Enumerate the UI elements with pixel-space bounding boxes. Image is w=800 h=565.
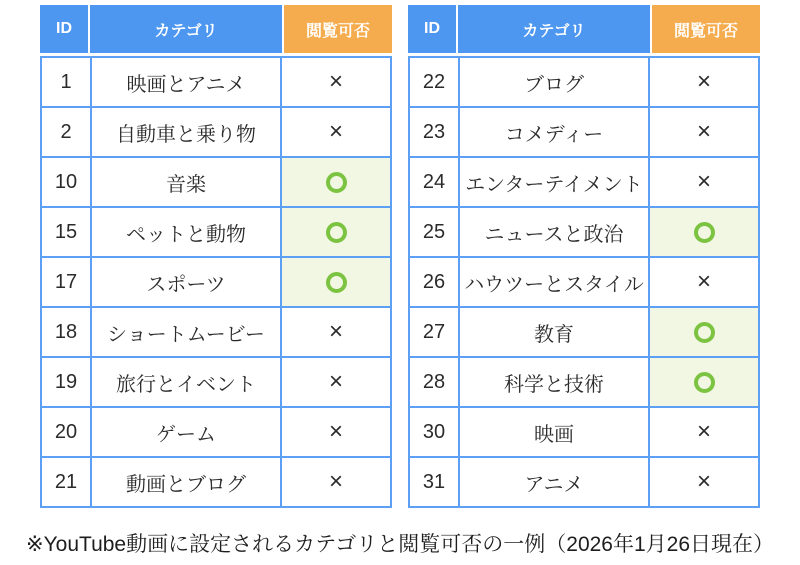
status-cell <box>650 58 758 106</box>
table-header <box>40 5 392 53</box>
not-viewable-x-mark: × <box>328 318 343 345</box>
id-cell: 27 <box>410 308 458 356</box>
id-cell: 10 <box>42 158 90 206</box>
status-cell <box>282 308 390 356</box>
category-cell: ゲーム <box>92 408 280 456</box>
table-body <box>40 56 392 508</box>
not-viewable-x-mark: × <box>328 68 343 95</box>
viewable-circle-icon <box>694 222 715 243</box>
id-cell: 30 <box>410 408 458 456</box>
not-viewable-x-mark: × <box>328 468 343 495</box>
category-cell: 映画 <box>460 408 648 456</box>
category-cell: 教育 <box>460 308 648 356</box>
id-cell: 17 <box>42 258 90 306</box>
not-viewable-x-mark: × <box>328 118 343 145</box>
id-cell: 25 <box>410 208 458 256</box>
viewable-circle-icon <box>326 172 347 193</box>
status-cell <box>650 108 758 156</box>
not-viewable-x-mark: × <box>696 468 711 495</box>
status-cell <box>282 108 390 156</box>
status-cell <box>282 158 390 206</box>
status-cell <box>650 358 758 406</box>
viewable-circle-icon <box>694 372 715 393</box>
id-cell: 24 <box>410 158 458 206</box>
category-table-right <box>408 5 760 508</box>
status-cell <box>282 458 390 506</box>
id-cell: 19 <box>42 358 90 406</box>
id-cell: 15 <box>42 208 90 256</box>
viewable-circle-icon <box>326 272 347 293</box>
id-cell: 26 <box>410 258 458 306</box>
category-column-header: カテゴリ <box>90 5 282 53</box>
id-cell: 2 <box>42 108 90 156</box>
status-cell <box>650 458 758 506</box>
table-body <box>408 56 760 508</box>
category-cell: 科学と技術 <box>460 358 648 406</box>
category-cell: スポーツ <box>92 258 280 306</box>
caption: ※YouTube動画に設定されるカテゴリと閲覧可否の一例（2026年1月26日現在） <box>25 533 775 556</box>
id-cell: 23 <box>410 108 458 156</box>
status-cell <box>282 58 390 106</box>
category-cell: 動画とブログ <box>92 458 280 506</box>
category-cell: 旅行とイベント <box>92 358 280 406</box>
viewable-circle-icon <box>326 222 347 243</box>
id-cell: 22 <box>410 58 458 106</box>
category-table-left <box>40 5 392 508</box>
status-cell <box>282 358 390 406</box>
category-cell: ショートムービー <box>92 308 280 356</box>
id-cell: 31 <box>410 458 458 506</box>
status-cell <box>282 408 390 456</box>
category-cell: ニュースと政治 <box>460 208 648 256</box>
category-cell: コメディー <box>460 108 648 156</box>
viewable-column-header: 閲覧可否 <box>284 5 392 53</box>
id-cell: 21 <box>42 458 90 506</box>
not-viewable-x-mark: × <box>328 418 343 445</box>
category-cell: ペットと動物 <box>92 208 280 256</box>
not-viewable-x-mark: × <box>696 68 711 95</box>
not-viewable-x-mark: × <box>696 168 711 195</box>
viewable-circle-icon <box>694 322 715 343</box>
table-header <box>408 5 760 53</box>
id-cell: 28 <box>410 358 458 406</box>
status-cell <box>282 258 390 306</box>
status-cell <box>650 208 758 256</box>
id-cell: 18 <box>42 308 90 356</box>
category-cell: 音楽 <box>92 158 280 206</box>
status-cell <box>650 408 758 456</box>
category-cell: ハウツーとスタイル <box>460 258 648 306</box>
category-column-header: カテゴリ <box>458 5 650 53</box>
category-cell: アニメ <box>460 458 648 506</box>
viewable-column-header: 閲覧可否 <box>652 5 760 53</box>
status-cell <box>650 258 758 306</box>
category-cell: ブログ <box>460 58 648 106</box>
id-column-header: ID <box>40 5 88 53</box>
not-viewable-x-mark: × <box>696 268 711 295</box>
status-cell <box>650 308 758 356</box>
id-cell: 1 <box>42 58 90 106</box>
status-cell <box>650 158 758 206</box>
category-cell: エンターテイメント <box>460 158 648 206</box>
category-cell: 映画とアニメ <box>92 58 280 106</box>
not-viewable-x-mark: × <box>696 118 711 145</box>
id-column-header: ID <box>408 5 456 53</box>
not-viewable-x-mark: × <box>696 418 711 445</box>
category-cell: 自動車と乗り物 <box>92 108 280 156</box>
not-viewable-x-mark: × <box>328 368 343 395</box>
status-cell <box>282 208 390 256</box>
id-cell: 20 <box>42 408 90 456</box>
